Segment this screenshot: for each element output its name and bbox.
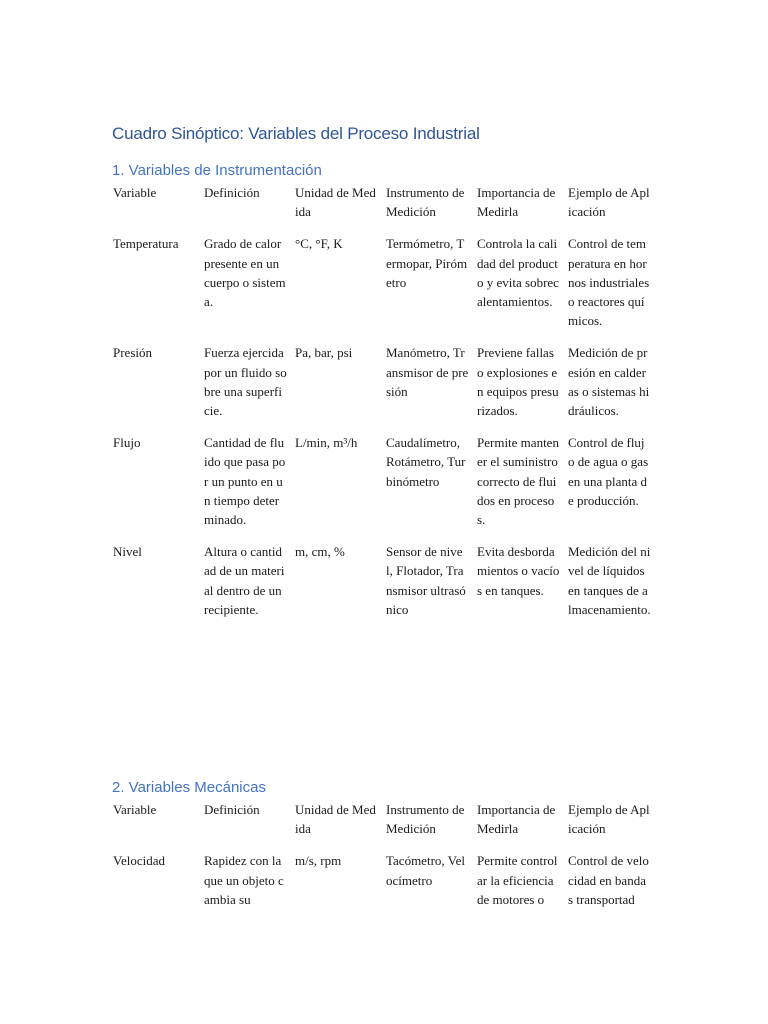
- cell-variable: Flujo: [113, 435, 141, 451]
- header-instrumento: Instrumento de Medición: [386, 802, 465, 837]
- header-variable: Variable: [113, 802, 157, 817]
- cell-definicion: Fuerza ejercida por un fluido sobre una superficie.: [204, 345, 287, 419]
- cell-unidad: m, cm, %: [295, 544, 345, 560]
- table-row: [109, 234, 655, 343]
- cell-definicion: Cantidad de fluido que pasa por un punto en un tiempo determinado.: [204, 435, 286, 528]
- cell-instrumento: Tacómetro, Velocímetro: [386, 853, 465, 888]
- table-header-row: [109, 183, 655, 234]
- cell-definicion: Altura o cantidad de un material dentro de un recipiente.: [204, 544, 285, 617]
- cell-ejemplo: Control de temperatura en hornos industriales o reactores químicos.: [568, 236, 650, 329]
- cell-instrumento: Sensor de nivel, Flotador, Transmisor ultrasónico: [386, 544, 466, 617]
- cell-variable: Velocidad: [113, 853, 165, 869]
- header-definicion: Definición: [204, 185, 260, 200]
- section-title-instrumentacion: 1. Variables de Instrumentación: [112, 162, 322, 179]
- table-row: [109, 343, 655, 433]
- header-definicion: Definición: [204, 802, 260, 817]
- cell-importancia: Previene fallas o explosiones en equipos presurizados.: [477, 345, 559, 419]
- cell-variable: Temperatura: [113, 236, 179, 252]
- table-row: [109, 433, 655, 542]
- cell-instrumento: Manómetro, Transmisor de presión: [386, 345, 469, 399]
- cell-ejemplo: Medición del nivel de líquidos en tanques de almacenamiento.: [568, 544, 651, 617]
- header-variable: Variable: [113, 185, 157, 200]
- table-variables-mecanicas: [109, 800, 655, 922]
- cell-importancia: Controla la calidad del producto y evita sobrecalentamientos.: [477, 236, 559, 310]
- cell-importancia: Permite mantener el suministro correcto de fluidos en procesos.: [477, 435, 559, 528]
- cell-instrumento: Termómetro, Termopar, Pirómetro: [386, 236, 468, 290]
- cell-variable: Nivel: [113, 544, 142, 560]
- table-header-row: [109, 800, 655, 851]
- header-ejemplo: Ejemplo de Aplicación: [568, 802, 650, 837]
- header-instrumento: Instrumento de Medición: [386, 185, 465, 220]
- cell-definicion: Rapidez con la que un objeto cambia su: [204, 853, 284, 907]
- header-importancia: Importancia de Medirla: [477, 802, 556, 837]
- cell-unidad: °C, °F, K: [295, 236, 343, 252]
- cell-unidad: m/s, rpm: [295, 853, 342, 869]
- table-variables-instrumentacion: [109, 183, 655, 632]
- cell-definicion: Grado de calor presente en un cuerpo o sistema.: [204, 236, 286, 310]
- cell-variable: Presión: [113, 345, 152, 361]
- header-unidad: Unidad de Medida: [295, 802, 376, 837]
- cell-ejemplo: Medición de presión en calderas o sistemas hidráulicos.: [568, 345, 650, 419]
- header-ejemplo: Ejemplo de Aplicación: [568, 185, 650, 220]
- header-importancia: Importancia de Medirla: [477, 185, 556, 220]
- cell-instrumento: Caudalímetro, Rotámetro, Turbinómetro: [386, 435, 466, 489]
- cell-unidad: Pa, bar, psi: [295, 345, 353, 361]
- cell-ejemplo: Control de velocidad en bandas transportad: [568, 853, 649, 907]
- cell-importancia: Evita desbordamientos o vacíos en tanques.: [477, 544, 560, 598]
- cell-unidad: L/min, m³/h: [295, 435, 358, 451]
- document-title: Cuadro Sinóptico: Variables del Proceso Industrial: [112, 124, 480, 143]
- cell-ejemplo: Control de flujo de agua o gas en una planta de producción.: [568, 435, 649, 508]
- section-title-mecanicas: 2. Variables Mecánicas: [112, 779, 266, 796]
- header-unidad: Unidad de Medida: [295, 185, 376, 220]
- table-row: [109, 851, 655, 922]
- table-row: [109, 542, 655, 632]
- cell-importancia: Permite controlar la eficiencia de motores o: [477, 853, 558, 907]
